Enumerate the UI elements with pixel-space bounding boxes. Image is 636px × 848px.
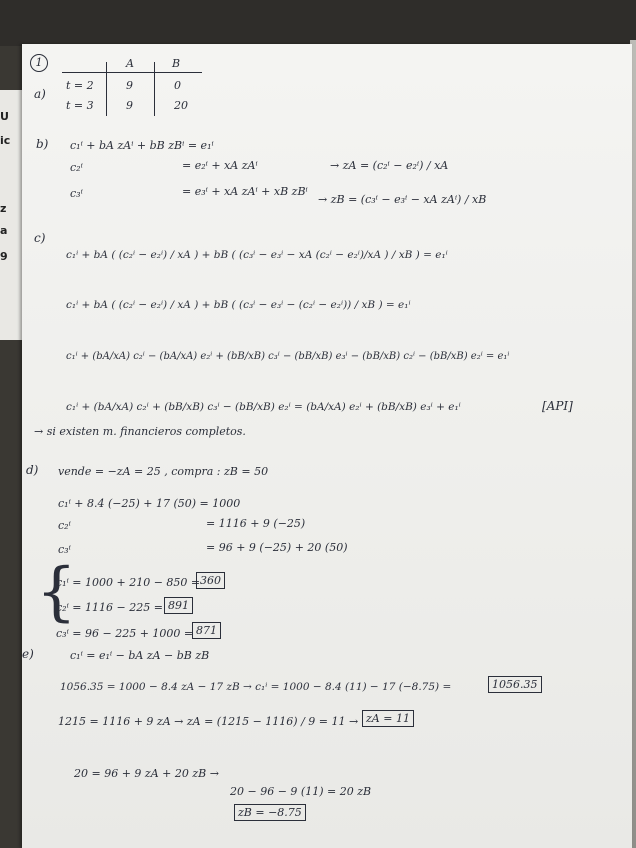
part-e-line-2: 1056.35 = 1000 − 8.4 zA − 17 zB → c₁ⁱ = 1000 − 8.4 (11) − 17 (−8.75) = [60, 681, 452, 693]
part-d-result-3: c₃ⁱ = 96 − 225 + 1000 = [56, 627, 194, 640]
part-c-label: c) [34, 231, 46, 245]
table-row-2-b: 20 [174, 99, 188, 112]
part-c-line-2: c₁ⁱ + bA ( (c₂ⁱ − e₂ⁱ) / xA ) + bB ( (c₃ⁱ − e₃ⁱ − (c₂ⁱ − e₂ⁱ)) / xB ) = e₁ⁱ [66, 299, 411, 311]
system-brace: { [36, 555, 77, 629]
part-b-line-3: c₃ⁱ [70, 187, 83, 200]
part-d-line-1: vende = −zA = 25 , compra : zB = 50 [58, 465, 269, 478]
table-row-1-b: 0 [174, 79, 181, 92]
table-row-1-t: t = 2 [66, 79, 94, 92]
table-row-2-a: 9 [126, 99, 133, 112]
table-row-2-t: t = 3 [66, 99, 94, 112]
table-rule [62, 72, 202, 73]
part-e-label: e) [22, 647, 34, 661]
part-e-line-1: c₁ⁱ = e₁ⁱ − bA zA − bB zB [70, 649, 210, 662]
part-d-line-4-rhs: = 96 + 9 (−25) + 20 (50) [206, 541, 348, 554]
problem-number: 1 [30, 54, 48, 72]
table-divider-2 [154, 62, 155, 116]
part-b-line-1: c₁ⁱ + bA zAⁱ + bB zBⁱ = e₁ⁱ [70, 139, 214, 152]
part-d-line-3-rhs: = 1116 + 9 (−25) [206, 517, 306, 530]
part-d-line-2: c₁ⁱ + 8.4 (−25) + 17 (50) = 1000 [58, 497, 241, 510]
part-d-result-2: c₂ⁱ = 1116 − 225 = [56, 601, 163, 614]
part-e-line-3: 1215 = 1116 + 9 zA → zA = (1215 − 1116) / 9 = 11 → [58, 715, 359, 728]
part-d-result-2-box: 891 [164, 597, 193, 614]
table-header-a: A [126, 57, 134, 70]
part-e-line-5: 20 − 96 − 9 (11) = 20 zB [230, 785, 372, 798]
part-b-line-3-rhs: = e₃ⁱ + xA zAⁱ + xB zBⁱ [182, 185, 308, 198]
part-e-line-3-box: zA = 11 [362, 710, 414, 727]
part-d-label: d) [26, 463, 39, 477]
part-b-line-2-rhs: = e₂ⁱ + xA zAⁱ [182, 159, 258, 172]
part-c-line-1: c₁ⁱ + bA ( (c₂ⁱ − e₂ⁱ) / xA ) + bB ( (c₃ⁱ − e₃ⁱ − xA (c₂ⁱ − e₂ⁱ)/xA ) / xB ) = e₁ⁱ [66, 249, 448, 261]
underlying-page-edge: U ic z a 9 [0, 90, 22, 340]
part-b-label: b) [36, 137, 49, 151]
part-b-line-2: c₂ⁱ [70, 161, 83, 174]
part-c-tag: [API] [542, 399, 573, 413]
part-b-line-3-result: → zB = (c₃ⁱ − e₃ⁱ − xA zAⁱ) / xB [318, 193, 487, 206]
part-d-line-3-lhs: c₂ⁱ [58, 519, 71, 532]
part-a-label: a) [34, 87, 46, 101]
part-d-result-1: c₁ⁱ = 1000 + 210 − 850 = [56, 576, 201, 589]
table-header-b: B [172, 57, 181, 70]
part-d-result-3-box: 871 [192, 622, 221, 639]
table-divider-1 [106, 62, 107, 116]
part-b-line-2-result: → zA = (c₂ⁱ − e₂ⁱ) / xA [330, 159, 449, 172]
part-e-result-box: zB = −8.75 [234, 804, 306, 821]
part-c-line-4: c₁ⁱ + (bA/xA) c₂ⁱ + (bB/xB) c₃ⁱ − (bB/xB) e₂ⁱ = (bA/xA) e₂ⁱ + (bB/xB) e₃ⁱ + e₁ⁱ [66, 401, 461, 413]
part-c-line-3: c₁ⁱ + (bA/xA) c₂ⁱ − (bA/xA) e₂ⁱ + (bB/xB) c₃ⁱ − (bB/xB) e₃ⁱ − (bB/xB) c₂ⁱ − (bB/xB) e₂ⁱ = e₁ⁱ [66, 351, 510, 362]
part-d-line-4-lhs: c₃ⁱ [58, 543, 71, 556]
background-top [0, 0, 636, 46]
handwritten-sheet [22, 44, 632, 848]
part-d-result-1-box: 360 [196, 572, 225, 589]
part-e-line-4: 20 = 96 + 9 zA + 20 zB → [74, 767, 219, 780]
part-c-note: → si existen m. financieros completos. [34, 425, 246, 438]
table-row-1-a: 9 [126, 79, 133, 92]
part-e-line-2-box: 1056.35 [488, 676, 542, 693]
